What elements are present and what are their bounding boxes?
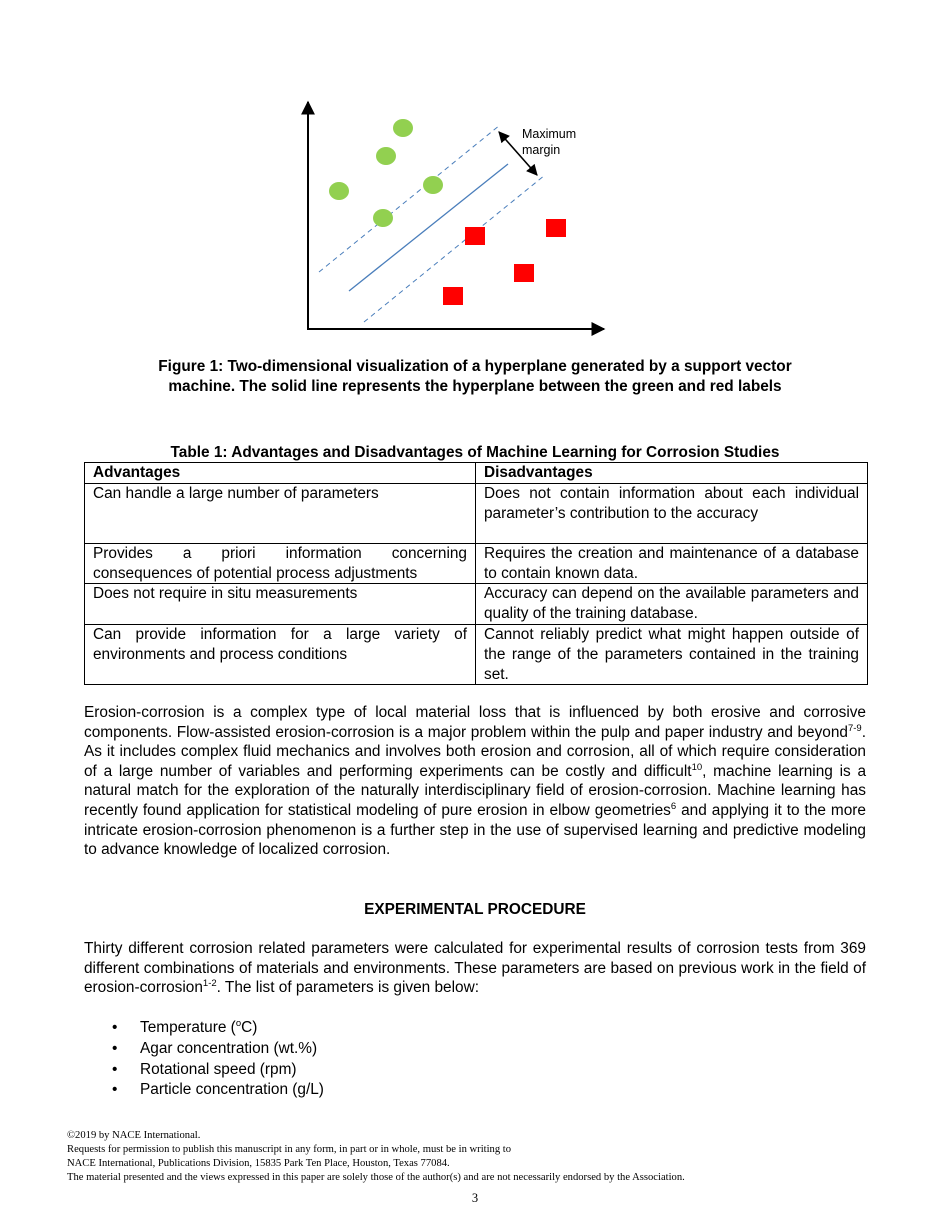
table-row — [85, 624, 868, 684]
green-point — [329, 182, 349, 200]
bullet-glyph: • — [112, 1039, 118, 1057]
list-item-text: Particle concentration (g/L) — [140, 1081, 324, 1099]
bullet-glyph: • — [112, 1060, 118, 1078]
footer-line: Requests for permission to publish this manuscript in any form, in part or in whole, must be in writing to — [67, 1144, 512, 1155]
section-heading: EXPERIMENTAL PROCEDURE — [364, 901, 586, 918]
upper-margin-line — [319, 125, 500, 272]
page-number: 3 — [471, 1191, 479, 1205]
red-point — [443, 287, 463, 305]
green-point — [393, 119, 413, 137]
table-title: Table 1: Advantages and Disadvantages of Machine Learning for Corrosion Studies — [170, 444, 780, 461]
degree-superscript: o — [235, 1018, 242, 1029]
list-item — [100, 1060, 324, 1081]
table-cell: Can provide information for a large variety of environments and process conditions — [85, 624, 476, 684]
list-item-text: Rotational speed (rpm) — [140, 1060, 297, 1078]
para1-text-1: Erosion-corrosion is a complex type of local material loss that is influenced by both erosive and corrosive components. Flow-assisted erosion-corrosion is a major problem within the pulp and paper industry and beyond — [84, 704, 866, 741]
citation-superscript: 10 — [691, 761, 703, 773]
table-cell: Requires the creation and maintenance of a database to contain known data. — [476, 543, 868, 584]
para1-text-3: , machine learning is a natural match for the exploration of the naturally interdisciplinary field of erosion-corrosion. Machine learning has recently found application for statistical modeling of pure erosion in elbow geometries — [84, 762, 867, 819]
table-row — [85, 483, 868, 543]
red-point — [546, 219, 566, 237]
list-item-text: Temperature ( — [140, 1019, 236, 1036]
table-cell: Does not require in situ measurements — [85, 584, 476, 625]
table-cell: Cannot reliably predict what might happen outside of the range of the parameters contained in the training set. — [476, 624, 868, 684]
para2-text-1: Thirty different corrosion related parameters were calculated for experimental results of corrosion tests from 369 different combinations of materials and environments. These parameters are based on previous work in the field of erosion-corrosion — [84, 940, 866, 997]
list-item-text: Agar concentration (wt.%) — [140, 1039, 318, 1057]
citation-superscript: 7-9 — [847, 722, 862, 734]
table-row — [85, 543, 868, 584]
copyright-footer — [67, 1129, 887, 1185]
red-point — [465, 227, 485, 245]
header-advantages: Advantages — [85, 463, 476, 484]
citation-superscript: 1-2 — [202, 978, 217, 990]
para1-text-2: . As it includes complex fluid mechanics and involves both erosion and corrosion, all of which require consideration of a large number of variables and performing experiments can be costly and difficult — [84, 723, 866, 780]
margin-annotation-line1: Maximum — [522, 127, 577, 141]
green-point — [423, 176, 443, 194]
bullet-glyph: • — [112, 1019, 118, 1036]
green-point — [376, 147, 396, 165]
figure-caption-line2: machine. The solid line represents the hyperplane between the green and red labels — [168, 378, 782, 395]
red-point — [514, 264, 534, 282]
list-item — [100, 1018, 324, 1039]
footer-line: The material presented and the views expressed in this paper are solely those of the author(s) and are not necessarily endorsed by the Association. — [67, 1172, 685, 1183]
list-item — [100, 1080, 324, 1101]
svm-hyperplane-figure — [290, 92, 620, 342]
para1-text-4: and applying it to the more intricate erosion-corrosion phenomenon is a further step in the use of supervised learning and predictive modeling to advance knowledge of localized corrosion. — [84, 801, 866, 859]
table-cell: Provides a priori information concerning consequences of potential process adjustments — [85, 543, 476, 584]
table-cell: Can handle a large number of parameters — [85, 483, 476, 543]
table-header-row — [85, 463, 868, 484]
table-row — [85, 584, 868, 625]
footer-line: NACE International, Publications Division, 15835 Park Ten Place, Houston, Texas 77084. — [67, 1158, 450, 1169]
list-item — [100, 1039, 324, 1060]
figure-caption-line1: Figure 1: Two-dimensional visualization of a hyperplane generated by a support vector — [158, 358, 792, 375]
advantages-table — [84, 462, 868, 685]
table-cell: Accuracy can depend on the available parameters and quality of the training database. — [476, 584, 868, 625]
footer-line: ©2019 by NACE International. — [67, 1130, 201, 1141]
citation-superscript: 6 — [670, 800, 677, 812]
procedure-paragraph — [84, 939, 866, 998]
bullet-glyph: • — [112, 1081, 118, 1099]
parameter-list — [100, 1018, 324, 1101]
figure-caption — [84, 357, 866, 397]
header-disadvantages: Disadvantages — [476, 463, 868, 484]
para2-text-2: . The list of parameters is given below: — [216, 979, 479, 997]
table-cell: Does not contain information about each individual parameter’s contribution to the accuracy — [476, 483, 868, 543]
margin-annotation-line2: margin — [522, 143, 561, 157]
green-point — [373, 209, 393, 227]
list-item-text: C) — [241, 1019, 258, 1036]
erosion-corrosion-paragraph — [84, 703, 866, 860]
